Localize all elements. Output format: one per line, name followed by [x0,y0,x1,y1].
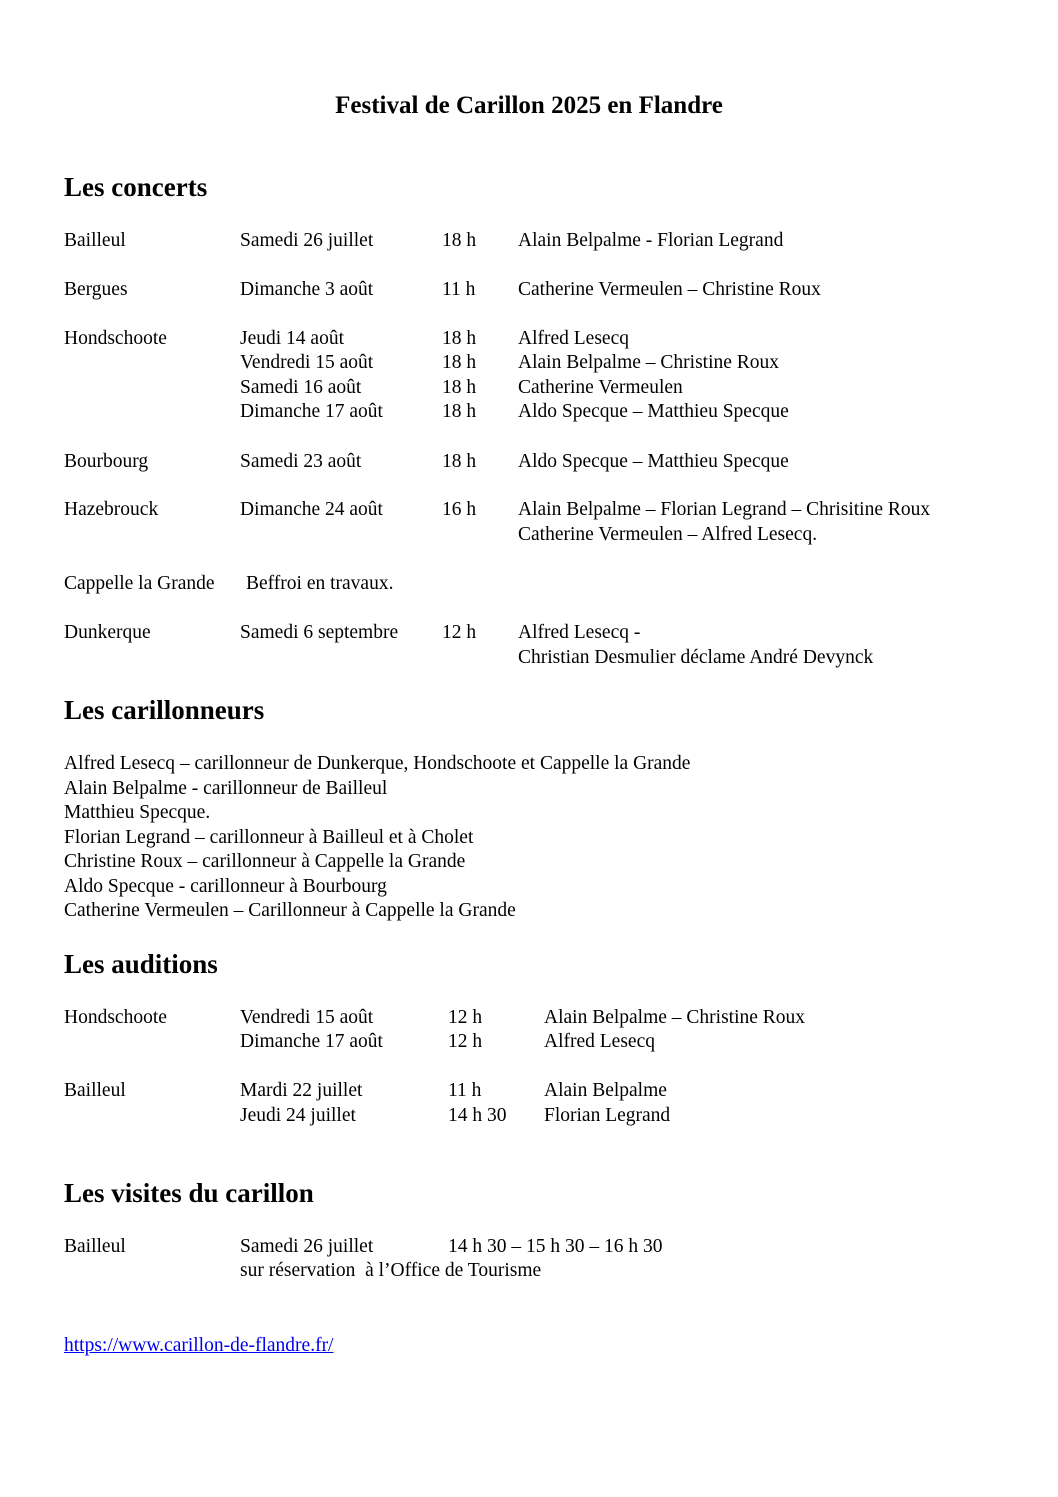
concert-artists: Catherine Vermeulen – Alfred Lesecq. [518,524,818,545]
concert-date: Samedi 16 août [240,377,362,398]
concert-artists: Alain Belpalme – Florian Legrand – Chrisitine Roux [518,499,931,520]
concert-note: Beffroi en travaux. [246,573,394,594]
visite-note: sur réservation à l’Office de Tourisme [240,1260,542,1281]
concert-place: Cappelle la Grande [64,573,215,594]
concert-place: Bailleul [64,230,126,251]
list-item: Christine Roux – carillonneur à Cappelle la Grande [64,851,466,872]
audition-time: 12 h [448,1007,483,1028]
audition-date: Dimanche 17 août [240,1031,383,1052]
concert-time: 16 h [442,499,477,520]
concert-artists: Christian Desmulier déclame André Devynck [518,647,874,668]
carillonneurs-heading: Les carillonneurs [64,695,265,725]
concert-date: Dimanche 17 août [240,401,383,422]
page-title: Festival de Carillon 2025 en Flandre [335,92,723,119]
concert-date: Samedi 6 septembre [240,622,399,643]
concerts-heading: Les concerts [64,172,208,202]
audition-date: Mardi 22 juillet [240,1080,363,1101]
concert-artists: Catherine Vermeulen – Christine Roux [518,279,821,300]
visite-place: Bailleul [64,1236,126,1257]
concert-place: Dunkerque [64,622,151,643]
audition-date: Vendredi 15 août [240,1007,374,1028]
concert-time: 18 h [442,451,477,472]
list-item: Florian Legrand – carillonneur à Bailleul et à Cholet [64,827,474,848]
concert-place: Bergues [64,279,128,300]
audition-artists: Alain Belpalme [544,1080,667,1101]
concert-artists: Alfred Lesecq [518,328,629,349]
list-item: Alain Belpalme - carillonneur de Bailleul [64,778,388,799]
concert-date: Samedi 26 juillet [240,230,374,251]
concert-date: Dimanche 24 août [240,499,383,520]
audition-date: Jeudi 24 juillet [240,1105,356,1126]
concert-artists: Aldo Specque – Matthieu Specque [518,451,789,472]
audition-place: Bailleul [64,1080,126,1101]
concert-place: Bourbourg [64,451,149,472]
concert-time: 18 h [442,328,477,349]
concert-place: Hazebrouck [64,499,159,520]
audition-place: Hondschoote [64,1007,167,1028]
visite-times: 14 h 30 – 15 h 30 – 16 h 30 [448,1236,663,1257]
audition-time: 11 h [448,1080,482,1101]
website-link[interactable]: https://www.carillon-de-flandre.fr/ [64,1335,334,1356]
list-item: Aldo Specque - carillonneur à Bourbourg [64,876,387,897]
list-item: Catherine Vermeulen – Carillonneur à Cappelle la Grande [64,900,516,921]
concert-artists: Aldo Specque – Matthieu Specque [518,401,789,422]
concert-time: 12 h [442,622,477,643]
concert-place: Hondschoote [64,328,167,349]
audition-time: 12 h [448,1031,483,1052]
concert-time: 18 h [442,230,477,251]
visite-date: Samedi 26 juillet [240,1236,374,1257]
concert-date: Vendredi 15 août [240,352,374,373]
concert-artists: Catherine Vermeulen [518,377,683,398]
audition-time: 14 h 30 [448,1105,507,1126]
visites-heading: Les visites du carillon [64,1178,314,1208]
concert-time: 18 h [442,352,477,373]
audition-artists: Alain Belpalme – Christine Roux [544,1007,806,1028]
concert-date: Dimanche 3 août [240,279,374,300]
audition-artists: Alfred Lesecq [544,1031,655,1052]
audition-artists: Florian Legrand [544,1105,671,1126]
concert-artists: Alain Belpalme - Florian Legrand [518,230,784,251]
concert-date: Samedi 23 août [240,451,362,472]
concert-time: 18 h [442,377,477,398]
concert-date: Jeudi 14 août [240,328,344,349]
concert-artists: Alfred Lesecq - [518,622,641,643]
concert-time: 11 h [442,279,476,300]
auditions-heading: Les auditions [64,949,218,979]
list-item: Alfred Lesecq – carillonneur de Dunkerque, Hondschoote et Cappelle la Grande [64,753,691,774]
list-item: Matthieu Specque. [64,802,211,823]
concert-artists: Alain Belpalme – Christine Roux [518,352,780,373]
concert-time: 18 h [442,401,477,422]
